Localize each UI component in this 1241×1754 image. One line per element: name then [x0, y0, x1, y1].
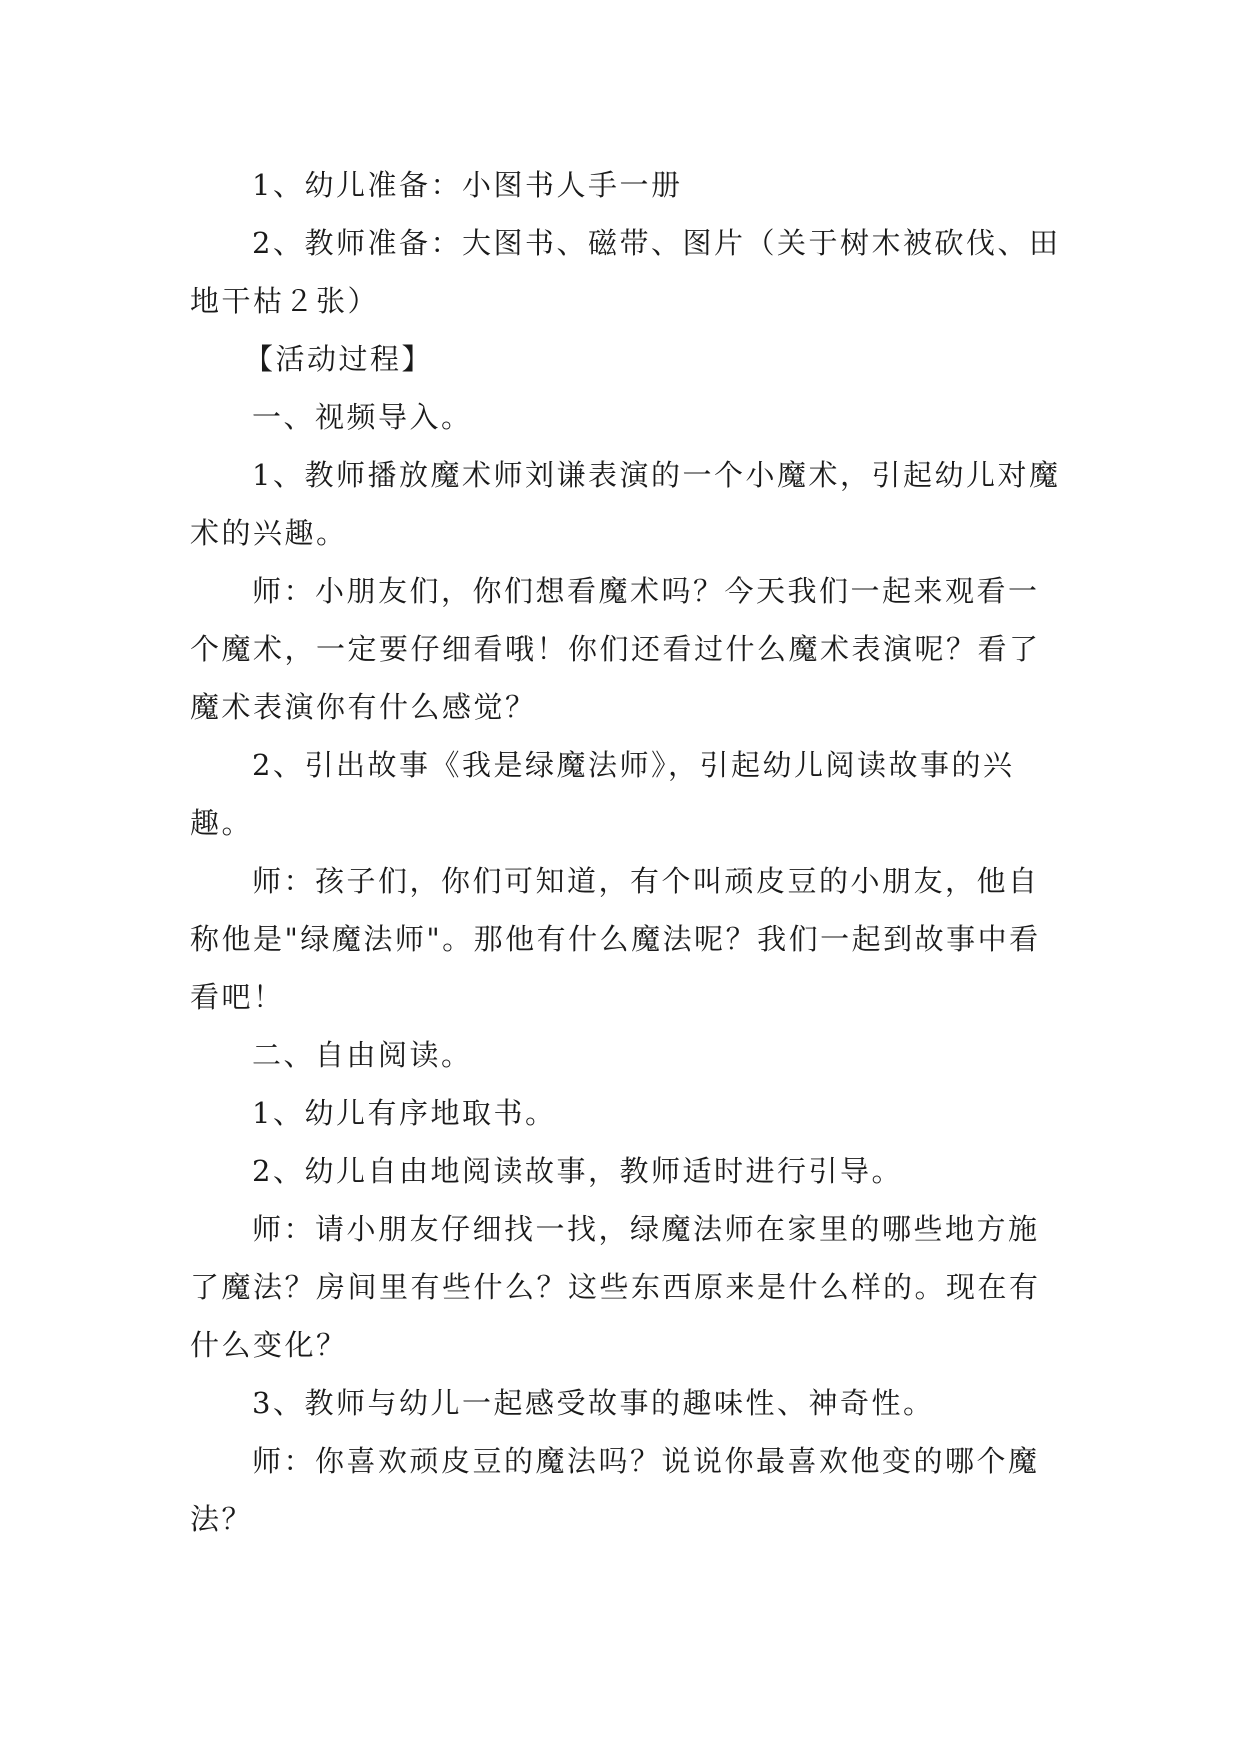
- paragraph-child-materials: 1、幼儿准备：小图书人手一册: [252, 168, 683, 202]
- paragraph-teacher-materials: 2、教师准备：大图书、磁带、图片（关于树木被砍伐、田地干枯２张）: [190, 226, 1061, 318]
- section-heading-video-intro: 一、视频导入。: [252, 400, 473, 434]
- paragraph-feel-story: 3、教师与幼儿一起感受故事的趣味性、神奇性。: [252, 1386, 935, 1420]
- paragraph-teacher-question-magic: 师：小朋友们，你们想看魔术吗？今天我们一起来观看一个魔术，一定要仔细看哦！你们还看过什么魔术表演呢？看了魔术表演你有什么感觉？: [190, 574, 1041, 724]
- paragraph-teacher-story-intro: 师：孩子们，你们可知道，有个叫顽皮豆的小朋友，他自称他是"绿魔法师"。那他有什么魔法呢？我们一起到故事中看看吧！: [190, 864, 1041, 1014]
- paragraph-take-books: 1、幼儿有序地取书。: [252, 1096, 557, 1130]
- paragraph-free-reading-guidance: 2、幼儿自由地阅读故事，教师适时进行引导。: [252, 1154, 903, 1188]
- document-body: [190, 156, 1070, 1548]
- paragraph-teacher-favorite-magic: 师：你喜欢顽皮豆的魔法吗？说说你最喜欢他变的哪个魔法？: [190, 1444, 1040, 1536]
- section-heading-activity-process: 【活动过程】: [244, 342, 434, 376]
- paragraph-introduce-story: 2、引出故事《我是绿魔法师》，引起幼儿阅读故事的兴趣。: [190, 748, 1015, 840]
- section-heading-free-reading: 二、自由阅读。: [252, 1038, 473, 1072]
- paragraph-teacher-find-magic: 师：请小朋友仔细找一找，绿魔法师在家里的哪些地方施了魔法？房间里有些什么？这些东西原来是什么样的。现在有什么变化？: [190, 1212, 1041, 1362]
- paragraph-magic-show: 1、教师播放魔术师刘谦表演的一个小魔术，引起幼儿对魔术的兴趣。: [190, 458, 1061, 550]
